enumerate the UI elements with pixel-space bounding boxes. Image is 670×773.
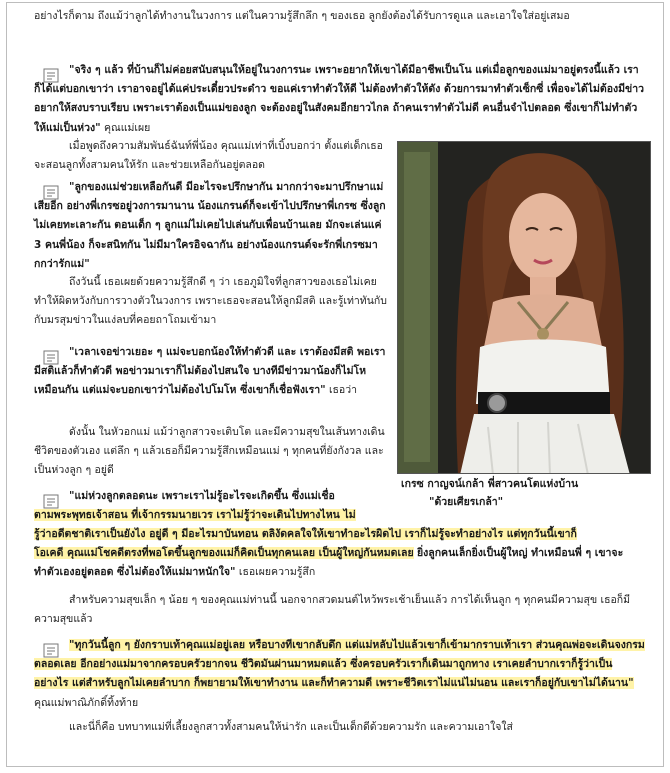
portrait-photo xyxy=(397,141,651,474)
paragraph-happiness-text: สำหรับความสุขเล็ก ๆ น้อย ๆ ของคุณแม่ท่านนี้ นอกจากสวดมนต์ไหว้พระเช้าเย็นแล้ว การได้เห็นลูก ๆ ทุกคนมีความสุข เธอก็มีความสุขแล้ว xyxy=(34,594,631,626)
quote-family-attribution: คุณแม่พาณิภักดิ์ทิ้งท้าย xyxy=(34,696,139,709)
portrait-illustration xyxy=(398,142,651,474)
quote-marker-icon xyxy=(43,643,59,658)
paragraph-worry xyxy=(34,423,389,481)
paragraph-closing xyxy=(34,718,646,737)
photo-caption xyxy=(401,475,651,511)
paragraph-intro-text: อย่างไรก็ตาม ถึงแม้ว่าลูกได้ทำงานในวงการ แต่ในความรู้สึกลึก ๆ ของเธอ ลูกยังต้องได้รับการดูแล และเอาใจใส่อยู่เสมอ xyxy=(34,10,570,22)
paragraph-intro xyxy=(34,7,646,26)
quote-news-attribution: เธอว่า xyxy=(328,384,358,397)
quote-siblings xyxy=(34,178,389,274)
quote-marker-icon xyxy=(43,494,59,509)
quote-marker-icon xyxy=(43,185,59,200)
quote-worry-start-text: "แม่ห่วงลูกตลอดนะ เพราะเราไม่รู้อะไรจะเกิดขึ้น ซึ่งแม่เชื่อ xyxy=(69,490,335,502)
quote-marker-icon xyxy=(43,350,59,365)
quote-family xyxy=(34,636,646,713)
paragraph-siblings xyxy=(34,137,389,175)
quote-news xyxy=(34,343,389,401)
quote-family-text: "ทุกวันนี้ลูก ๆ ยังกราบเท้าคุณแม่อยู่เลย หรือบางทีเขากลับดึก แต่แม่หลับไปแล้วเขาก็เข้ามากราบเท้าเรา ส่วนคุณพ่อจะเดินจงกรมตลอดเลย อีกอย่างแม่มาจากครอบครัวยากจน ชีวิตมันผ่านมาหมดแล้ว ซึ่งครอบครัวเราก็เดินมาถูกทาง เราเคยลำบากเราก็รู้ว่าเป็นอย่างไร แต่สำหรับลูกไม่เคยลำบาก ก็พยายามให้เขาทำงาน และก็ทำความดี เพราะชีวิตเราไม่แน่ไม่นอน และเราก็อยู่กับเขาไม่ได้นาน" xyxy=(34,639,645,690)
quote-mother-1-text: "จริง ๆ แล้ว ที่บ้านก็ไม่ค่อยสนับสนุนให้อยู่ในวงการนะ เพราะอยากให้เขาได้มีอาชีพเป็นโน แต่เมื่อลูกของแม่มาอยู่ตรงนี้แล้ว เราก็ได้แต่บอกเขาว่า เราอาจอยู่ได้แค่ประเดี๋ยวประด๋าว ขอแค่เราทำตัวให้ดี ไม่ต้องทำตัวให้ดัง ด้วยการมาทำตัวเซ็กซี่ เพื่อจะได้ไม่ต้องมีข่าว อยากให้สงบราบเรียบ เพราะเราต้องเป็นแม่ของลูก จะต้องอยู่ในสังคมอีกยาวไกล ถ้าคนเราทำตัวไม่ดี คนอื่นจำไปตลอด ซึ่งเขาก็ไม่ทำตัวให้แม่เป็นห่วง" xyxy=(34,64,645,134)
quote-marker-icon xyxy=(43,68,59,83)
quote-worry-start xyxy=(34,487,389,506)
paragraph-closing-text: และนี่ก็คือ บทบาทแม่ที่เลี้ยงลูกสาวทั้งสามคนให้น่ารัก และเป็นเด็กดีด้วยความรัก และความเอาใจใส่ xyxy=(69,721,513,733)
article-page xyxy=(6,2,664,767)
quote-worry-highlight-2 xyxy=(34,525,654,544)
quote-worry-end xyxy=(34,544,646,582)
paragraph-worry-text: ดังนั้น ในหัวอกแม่ แม้ว่าลูกสาวจะเติบโต และมีความสุขในเส้นทางเดินชีวิตของตัวเอง แต่ลึก ๆ แล้วเธอก็มีความรู้สึกเหมือนแม่ ๆ ทุกคนที่ยังกังวล และเป็นห่วงลูก ๆ อยู่ดี xyxy=(34,426,385,477)
paragraph-pride-text: ถึงวันนี้ เธอเผยด้วยความรู้สึกดี ๆ ว่า เธอภูมิใจที่ลูกสาวของเธอไม่เคยทำให้ผิดหวังกับการวางตัวในวงการ เพราะเธอจะสอนให้ลูกมีสติ และรู้เท่าทันกับกับมรสุมข่าวในแง่ลบที่คอยถาโถมเข้ามา xyxy=(34,276,387,327)
quote-mother-1-attribution: คุณแม่เผย xyxy=(103,121,151,134)
paragraph-siblings-text: เมื่อพูดถึงความสัมพันธ์ฉันท์พี่น้อง คุณแม่เท่าที่เบิ้งบอกว่า ตั้งแต่เด็กเธอจะสอนลูกทั้งสามคนให้รัก และช่วยเหลือกันอยู่ตลอด xyxy=(34,140,383,172)
paragraph-pride xyxy=(34,273,389,331)
quote-worry-rest-text: ยิ่งลูกคนเล็กยิ่งเป็นผู้ใหญ่ ทำเหมือนพี่ ๆ เขาจะทำตัวเองอยู่ตลอด ซึ่งไม่ต้องให้แม่มาหนักใจ" xyxy=(34,547,624,579)
quote-worry-highlight-2-text: รู้ว่าอดีตชาติเราเป็นยังไง อยู่ดี ๆ มีอะไรมาบันทอน ตลิงัดคลใจให้เขาทำอะไรผิดไป เราก็ไม่รู้จะทำอย่างไร แต่ทุกวันนี้เขาก็ xyxy=(34,528,577,540)
quote-worry-highlight-1-text: ตามพระพุทธเจ้าสอน ที่เจ้ากรรมนายเวร เราไม่รู้ว่าจะเดินไปทางไหน ไม่ xyxy=(34,509,356,521)
paragraph-happiness xyxy=(34,591,646,629)
photo-caption-line-1: เกรซ กาญจน์เกล้า พี่สาวคนโตแห่งบ้าน xyxy=(401,478,579,490)
quote-siblings-text: "ลูกของแม่ช่วยเหลือกันดี มีอะไรจะปรึกษากัน มากกว่าจะมาปรึกษาแม่เสียอีก อย่างพี่เกรซอยู่วงการมานาน น้องแกรนด์ก็จะเข้าไปปรึกษาพี่เกรซ ซึ่งลูกไม่เคยทะเลาะกัน ตอนเด็ก ๆ ลูกแม่ไม่เคยไปเล่นกับเพื่อนบ้านเลย มักจะเล่นแค่ 3 คนพี่น้อง ก็จะสนิทกัน ไม่มีมาใครอิจฉากัน อย่างน้องแกรนด์จะรักพี่เกรซมากกว่ารักแม่" xyxy=(34,181,386,270)
quote-worry-attribution: เธอเผยความรู้สึก xyxy=(238,566,316,579)
quote-worry-highlight-3-text: โอเคดี คุณแม่โชคดีตรงที่พอโตขึ้นลูกของแม่ก็คิดเป็นทุกคนเลย เป็นผู้ใหญ่กันหมดเลย xyxy=(34,547,414,559)
photo-caption-line-2: "ด้วยเศียรเกล้า" xyxy=(429,496,504,508)
quote-news-text: "เวลาเจอข่าวเยอะ ๆ แม่จะบอกน้องให้ทำตัวดี และ เราต้องมีสติ พอเรามีสติแล้วก็ทำตัวดี พอข่าวมาเราก็ไม่ต้องไปสนใจ บางทีมีข่าวมาน้องก็ไม่โหเหมือนกัน แต่แม่จะบอกเขาว่าไม่ต้องไปโมโห ซึ่งเขาก็เชื่อฟังเรา" xyxy=(34,346,386,397)
quote-mother-1 xyxy=(34,61,646,138)
